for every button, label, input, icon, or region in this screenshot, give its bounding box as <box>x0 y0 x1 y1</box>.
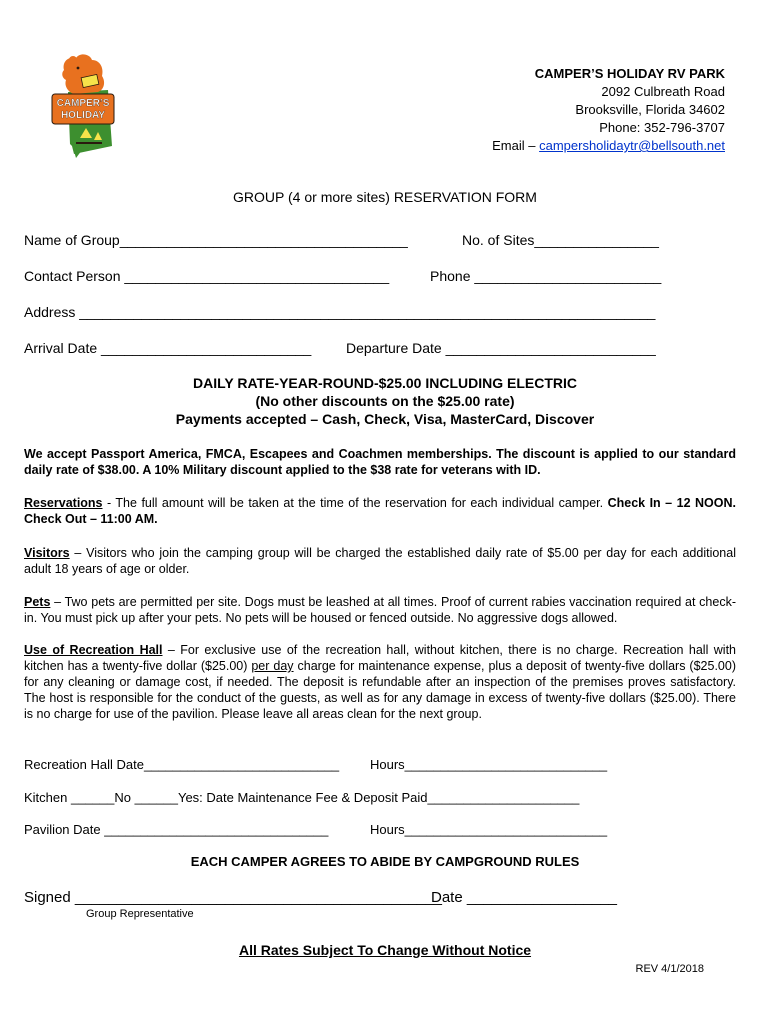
no-of-sites-field[interactable]: No. of Sites________________ <box>462 232 659 248</box>
per-day-text: per day <box>251 659 294 673</box>
signature-date-field[interactable]: Date __________________ <box>431 889 618 906</box>
pets-paragraph <box>24 594 736 626</box>
email-link[interactable]: campersholidaytr@bellsouth.net <box>539 138 725 153</box>
visitors-paragraph <box>24 545 736 577</box>
name-of-group-field[interactable]: Name of Group_____________________________________ <box>24 232 408 248</box>
park-email-line <box>492 137 725 154</box>
visitors-heading: Visitors <box>24 546 70 560</box>
phone-field[interactable]: Phone ________________________ <box>430 268 662 284</box>
contact-person-field[interactable]: Contact Person __________________________________ <box>24 268 390 284</box>
revision-label: REV 4/1/2018 <box>635 963 704 975</box>
memberships-paragraph <box>24 446 736 478</box>
logo-text-line1: CAMPER’S <box>56 98 110 109</box>
reservations-text: - The full amount will be taken at the time of the reservation for each individual camper. <box>102 496 608 510</box>
form-title: GROUP (4 or more sites) RESERVATION FORM <box>233 189 537 205</box>
email-label: Email – <box>492 138 540 153</box>
recreation-hall-text-a: – For exclusive use of the recreation hall, without kitchen, there is no charge. Recreation hall with kitchen has a twenty-five dollar ($25.00) <box>24 643 736 673</box>
kitchen-field[interactable]: Kitchen ______No ______Yes: Date Maintenance Fee & Deposit Paid_____________________ <box>24 790 580 805</box>
park-address: 2092 Culbreath Road <box>601 84 725 99</box>
pavilion-date-field[interactable]: Pavilion Date _______________________________ <box>24 822 329 837</box>
arrival-date-field[interactable]: Arrival Date ___________________________ <box>24 340 312 356</box>
campers-holiday-logo <box>46 46 120 160</box>
rate-discount-note: (No other discounts on the $25.00 rate) <box>255 393 515 409</box>
pets-text: – Two pets are permitted per site. Dogs must be leashed at all times. Proof of current rabies vaccination required at check-in. You must pick up after your pets. No pets will be housed or fenced outside. No aggressive dogs allowed. <box>24 595 736 625</box>
park-name: CAMPER’S HOLIDAY RV PARK <box>534 66 725 81</box>
reservations-paragraph <box>24 495 736 527</box>
park-phone: Phone: 352-796-3707 <box>599 120 725 135</box>
address-field[interactable]: Address __________________________________________________________________________ <box>24 304 656 320</box>
payments-accepted: Payments accepted – Cash, Check, Visa, MasterCard, Discover <box>175 411 595 427</box>
reservations-heading: Reservations <box>24 496 103 510</box>
daily-rate-heading: DAILY RATE-YEAR-ROUND-$25.00 INCLUDING ELECTRIC <box>192 375 577 391</box>
checkin-checkout: Check In – 12 NOON. Check Out – 11:00 AM. <box>24 496 736 526</box>
recreation-hall-text-b: charge for maintenance expense, plus a deposit of twenty-five dollars ($25.00) for any cleaning or damage cost, if needed. The deposit is refundable after an inspection of the premises proves satisfactory. The host is responsible for the conduct of the guests, as well as for any damage in excess of twenty-five dollars ($25.00). There is no charge for use of the pavilion. Please leave all areas clean for the next group. <box>24 659 736 721</box>
park-city: Brooksville, Florida 34602 <box>575 102 725 117</box>
logo-text-line2: HOLIDAY <box>60 110 106 121</box>
group-representative-label: Group Representative <box>86 908 194 920</box>
pavilion-hours-field[interactable]: Hours____________________________ <box>370 822 608 837</box>
memberships-text: We accept Passport America, FMCA, Escapees and Coachmen memberships. The discount is applied to our standard daily rate of $38.00. A 10% Military discount applied to the $38 rate for veterans with ID. <box>24 447 736 477</box>
signed-field[interactable]: Signed ____________________________________________ <box>24 889 442 906</box>
recreation-hall-paragraph <box>24 642 736 722</box>
recreation-hall-heading: Use of Recreation Hall <box>24 643 163 657</box>
recreation-hall-hours-field[interactable]: Hours____________________________ <box>370 757 608 772</box>
departure-date-field[interactable]: Departure Date ___________________________ <box>346 340 656 356</box>
campground-rules-notice: EACH CAMPER AGREES TO ABIDE BY CAMPGROUND RULES <box>190 854 580 869</box>
recreation-hall-date-field[interactable]: Recreation Hall Date___________________________ <box>24 757 340 772</box>
rates-change-notice: All Rates Subject To Change Without Notice <box>238 942 532 958</box>
visitors-text: – Visitors who join the camping group will be charged the established daily rate of $5.00 per day for each additional adult 18 years of age or older. <box>24 546 736 576</box>
pets-heading: Pets <box>24 595 51 609</box>
